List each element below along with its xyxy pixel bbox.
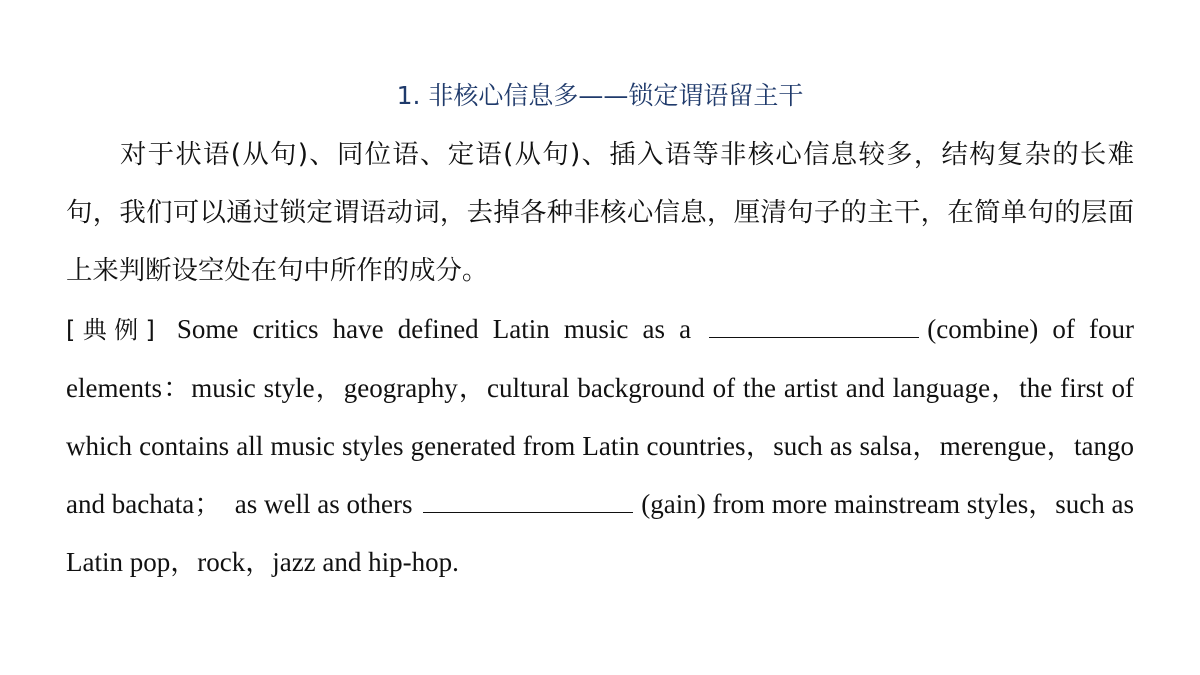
example-text-part1: Some critics have defined Latin music as a	[176, 314, 692, 344]
answer-blank-2[interactable]	[423, 484, 633, 513]
example-tag: [典例]	[66, 316, 155, 344]
explanation-paragraph: 对于状语(从句)、同位语、定语(从句)、插入语等非核心信息较多，结构复杂的长难句，我们可以通过锁定谓语动词，去掉各种非核心信息，厘清句子的主干，在简单句的层面上来判断设空处在句中所作的成分。	[66, 139, 1134, 286]
example-text-part3: (gain) from more mainstream styles，such as Latin pop，rock，jazz and hip-hop.	[66, 489, 1135, 577]
answer-blank-1[interactable]	[709, 309, 919, 338]
example-text-part2: (combine) of four elements：music style，geography，cultural background of the artist and language，the first of which contains all music styles generated from Latin countries，such as salsa，merengue，tango and bachata； as well as others	[66, 314, 1134, 519]
example-paragraph	[66, 300, 1134, 591]
section-heading: 1. 非核心信息多——锁定谓语留主干	[396, 81, 804, 110]
